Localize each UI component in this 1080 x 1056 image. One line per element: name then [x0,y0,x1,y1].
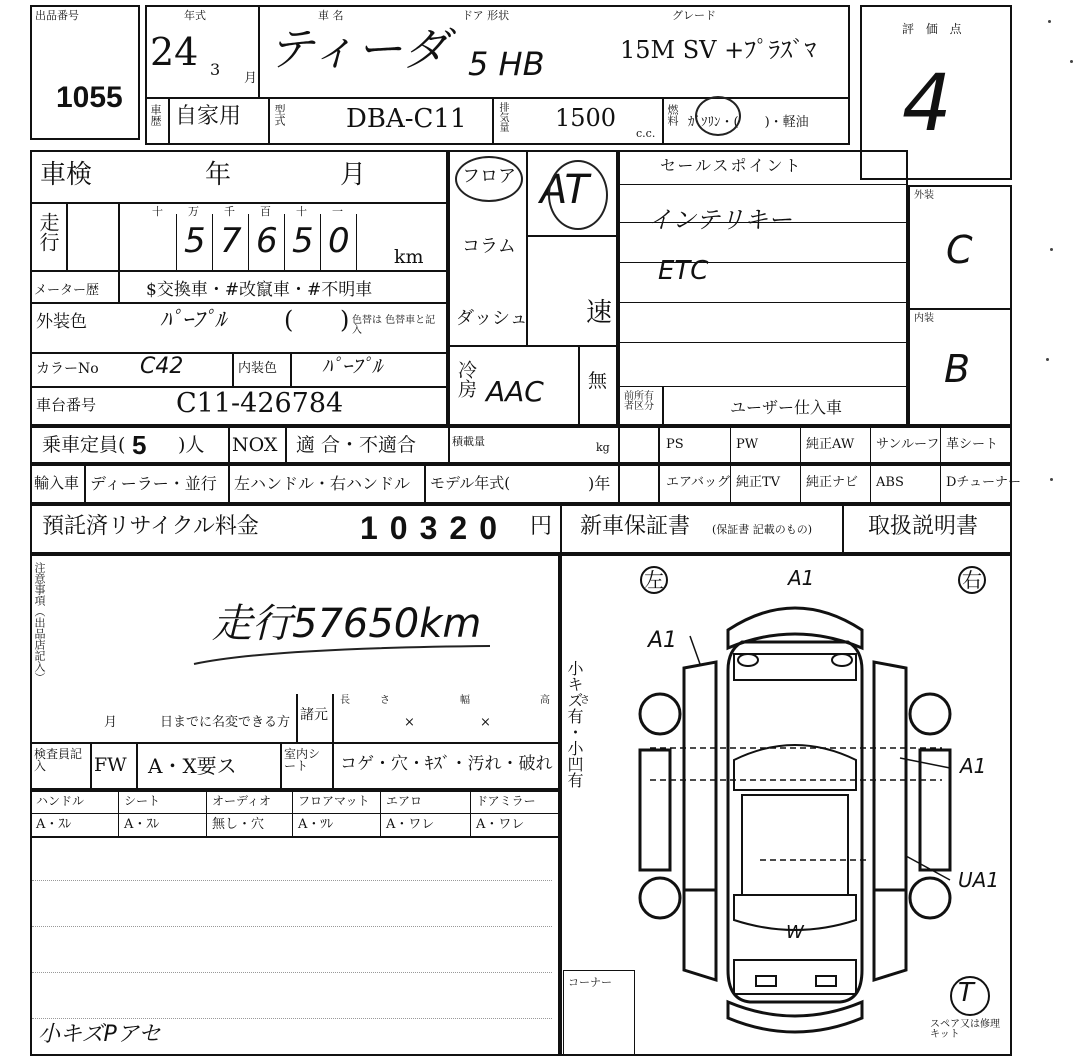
warranty-note: (保証書 記載のもの) [712,523,813,536]
notes-month: 月 [104,715,118,730]
door-value: 5 HB [468,45,545,83]
model-label: 型式 [273,104,286,126]
equipment-item: 純正TV [736,475,781,490]
exterior-color-note: 色替は 色替車と記入 [352,315,436,336]
prev-owner-value: ユーザー仕入車 [730,398,843,417]
recycle-amount: 10320 [360,510,509,546]
exterior-grade-label: 外装 [914,190,934,201]
car-diagram [630,590,960,1050]
spare-label: スペア又は修理キット [930,1019,1000,1040]
lot-number-box [30,5,140,140]
exterior-grade-value: C [946,228,973,272]
manual-label: 取扱説明書 [868,514,979,539]
import-label: 輸入車 [34,474,80,492]
displacement-unit: c.c. [636,127,656,140]
part-value: A・ｽﾚ [124,817,160,832]
interior-grade-label: 内装 [914,313,934,324]
part-value: A・ﾂﾚ [298,817,334,832]
notes-handwritten: 走行57650km [212,601,482,647]
mileage-place-label: 万 [188,205,199,218]
mileage-digit: 7 [220,221,242,261]
part-label: ハンドル [36,794,85,808]
grade-value: 15M SV +ﾌﾟﾗｽﾞﾏ [620,36,817,64]
inspection-year: 年 [205,160,232,190]
car-name-label: 車 名 [318,9,344,22]
part-value: A・ワレ [386,817,435,832]
part-label: ドアミラー [476,794,536,808]
corner-box [563,970,635,1056]
mileage-place-label: 十 [296,205,307,218]
diagram-left-mark: 左 [640,566,668,594]
recycle-label: 預託済リサイクル料金 [42,514,259,539]
part-value: A・ｽﾚ [36,817,72,832]
equipment-item: 革シート [946,437,999,452]
mileage-digit: 5 [184,221,206,261]
aircon-label: 冷房 [455,360,477,398]
nox-label: NOX [232,434,278,456]
notes-underline [190,640,500,670]
fuel-value: ｶﾞｿﾘﾝ・( )・軽油 [688,115,809,130]
load-unit: kg [596,441,610,454]
dims-x-1: × [404,715,415,730]
exterior-color-bracket: ( [284,306,294,334]
part-label: エアロ [386,794,423,808]
import-options: ディーラー・並行 [90,474,217,493]
lot-number: 1055 [56,81,123,114]
shift-speed: 速 [586,298,613,328]
color-no-value: C42 [140,354,184,379]
dims-label: 諸元 [300,707,328,723]
score-label: 評 価 点 [902,22,966,36]
shift-floor: フロア [462,166,516,187]
shift-dash: ダッシュ [456,308,528,329]
part-value: A・ワレ [476,817,525,832]
capacity-value: 5 [132,430,147,460]
interior-color-label: 内装色 [238,361,278,376]
part-label: フロアマット [298,794,370,808]
interior-grade-box [908,308,1012,426]
sales-point-1: インテリキー [648,206,792,234]
equipment-item: 純正AW [806,437,855,452]
meter-options: $交換車・#改竄車・#不明車 [146,280,373,300]
use-label: 車歴 [149,104,162,126]
interior-grade-value: B [944,347,971,391]
mileage-label: 走行 [36,212,60,252]
mileage-digit: 6 [256,221,278,261]
capacity-label: 乗車定員( [42,434,126,456]
interior-color-value: ﾊﾟｰﾌﾟﾙ [322,354,382,378]
equipment-item: 純正ナビ [806,475,859,490]
door-label: ドア 形状 [462,9,510,22]
chassis-value: C11-426784 [176,388,344,419]
shift-value-circle [548,160,608,230]
capacity-unit: )人 [178,434,205,456]
exterior-color-bracket-close: ) [340,306,350,334]
mileage-place-label: 一 [332,205,343,218]
damage-mark-right-rear: UA1 [958,868,1000,892]
exterior-color-label: 外装色 [36,312,87,332]
recycle-unit: 円 [530,514,553,539]
color-no-label: カラーNo [36,361,99,377]
damage-mark-left-fender: A1 [648,628,678,653]
corner-label: コーナー [568,976,612,989]
nox-options: 適 合・不適合 [296,434,417,456]
displacement-label: 排気量 [497,102,508,132]
damage-mark-right-door: A1 [960,754,987,778]
notes-deadline: 日までに名変できる方 [160,715,291,730]
inspection-month: 月 [340,160,367,190]
score-value: 4 [902,59,952,149]
sales-points-table [618,150,908,426]
fw-label: FW [94,754,127,776]
displacement-value: 1500 [555,104,617,132]
month-value: 3 [210,60,221,79]
equipment-item: ABS [876,475,904,490]
model-value: DBA-C11 [346,104,467,134]
diagram-right-mark: 右 [958,566,986,594]
mileage-unit: km [394,246,424,268]
handle-options: 左ハンドル・右ハンドル [234,474,411,493]
inspector-label: 検査員記入 [34,747,83,773]
model-year-unit: )年 [588,474,611,493]
meter-label: メーター歴 [34,283,100,298]
sales-point-2: ETC [658,256,709,286]
year-label: 年式 [184,9,206,22]
car-name-value: ティーダ [268,22,449,76]
equipment-item: PW [736,437,759,452]
notes-label: 注意事項（出品店記入） [33,562,46,683]
grade-label: グレード [672,9,716,22]
fuel-label: 燃料 [666,104,679,126]
bottom-note: 小キズPアセ [38,1022,161,1047]
load-label: 積載量 [452,435,485,448]
shift-floor-circle [455,156,523,202]
equipment-item: PS [666,437,684,452]
interior-sheet-label: 室内シート [284,747,321,773]
aircon-value: AAC [486,375,544,408]
shift-value: AT [540,167,589,213]
inspection-label: 車検 [40,160,93,190]
damage-mark-trunk: W [786,922,804,943]
part-label: シート [124,794,161,808]
mileage-digit: 5 [292,221,314,261]
fuel-circle [695,96,741,136]
lot-label: 出品番号 [35,9,79,22]
small-scratch-label: 小キズ有・小凹有 [565,660,584,788]
fw-options: A・X要ス [148,754,237,778]
spare-mark: T [958,978,974,1008]
dims-header: 長さ 幅 高さ [340,695,620,706]
mileage-place-label: 千 [224,205,235,218]
mileage-place-label: 百 [260,205,271,218]
part-value: 無し・穴 [212,817,265,832]
equipment-item: エアバッグ [666,475,730,490]
warranty-label: 新車保証書 [580,514,691,539]
aircon-none: 無 [588,370,608,392]
chassis-label: 車台番号 [36,396,97,414]
prev-owner-label: 前所有 者区分 [624,391,654,412]
shift-column: コラム [462,236,516,257]
dims-x-2: × [480,715,491,730]
month-unit: 月 [244,71,258,86]
year-value: 24 [150,30,199,74]
mileage-digit: 0 [328,221,350,261]
sales-points-label: セールスポイント [660,156,803,175]
sheet-options: コゲ・穴・ｷｽﾞ・汚れ・破れ [340,754,553,774]
use-value: 自家用 [175,104,242,129]
mileage-place-label: 十 [152,205,163,218]
damage-mark-front: A1 [788,566,815,590]
equipment-item: サンルーフ [876,437,940,452]
exterior-color-value: ﾊﾟｰﾌﾟﾙ [160,308,227,333]
exterior-grade-box [908,185,1012,310]
model-year-label: モデル年式( [430,474,511,492]
part-label: オーディオ [212,794,272,808]
equipment-item: Dチューナー [946,475,1022,490]
